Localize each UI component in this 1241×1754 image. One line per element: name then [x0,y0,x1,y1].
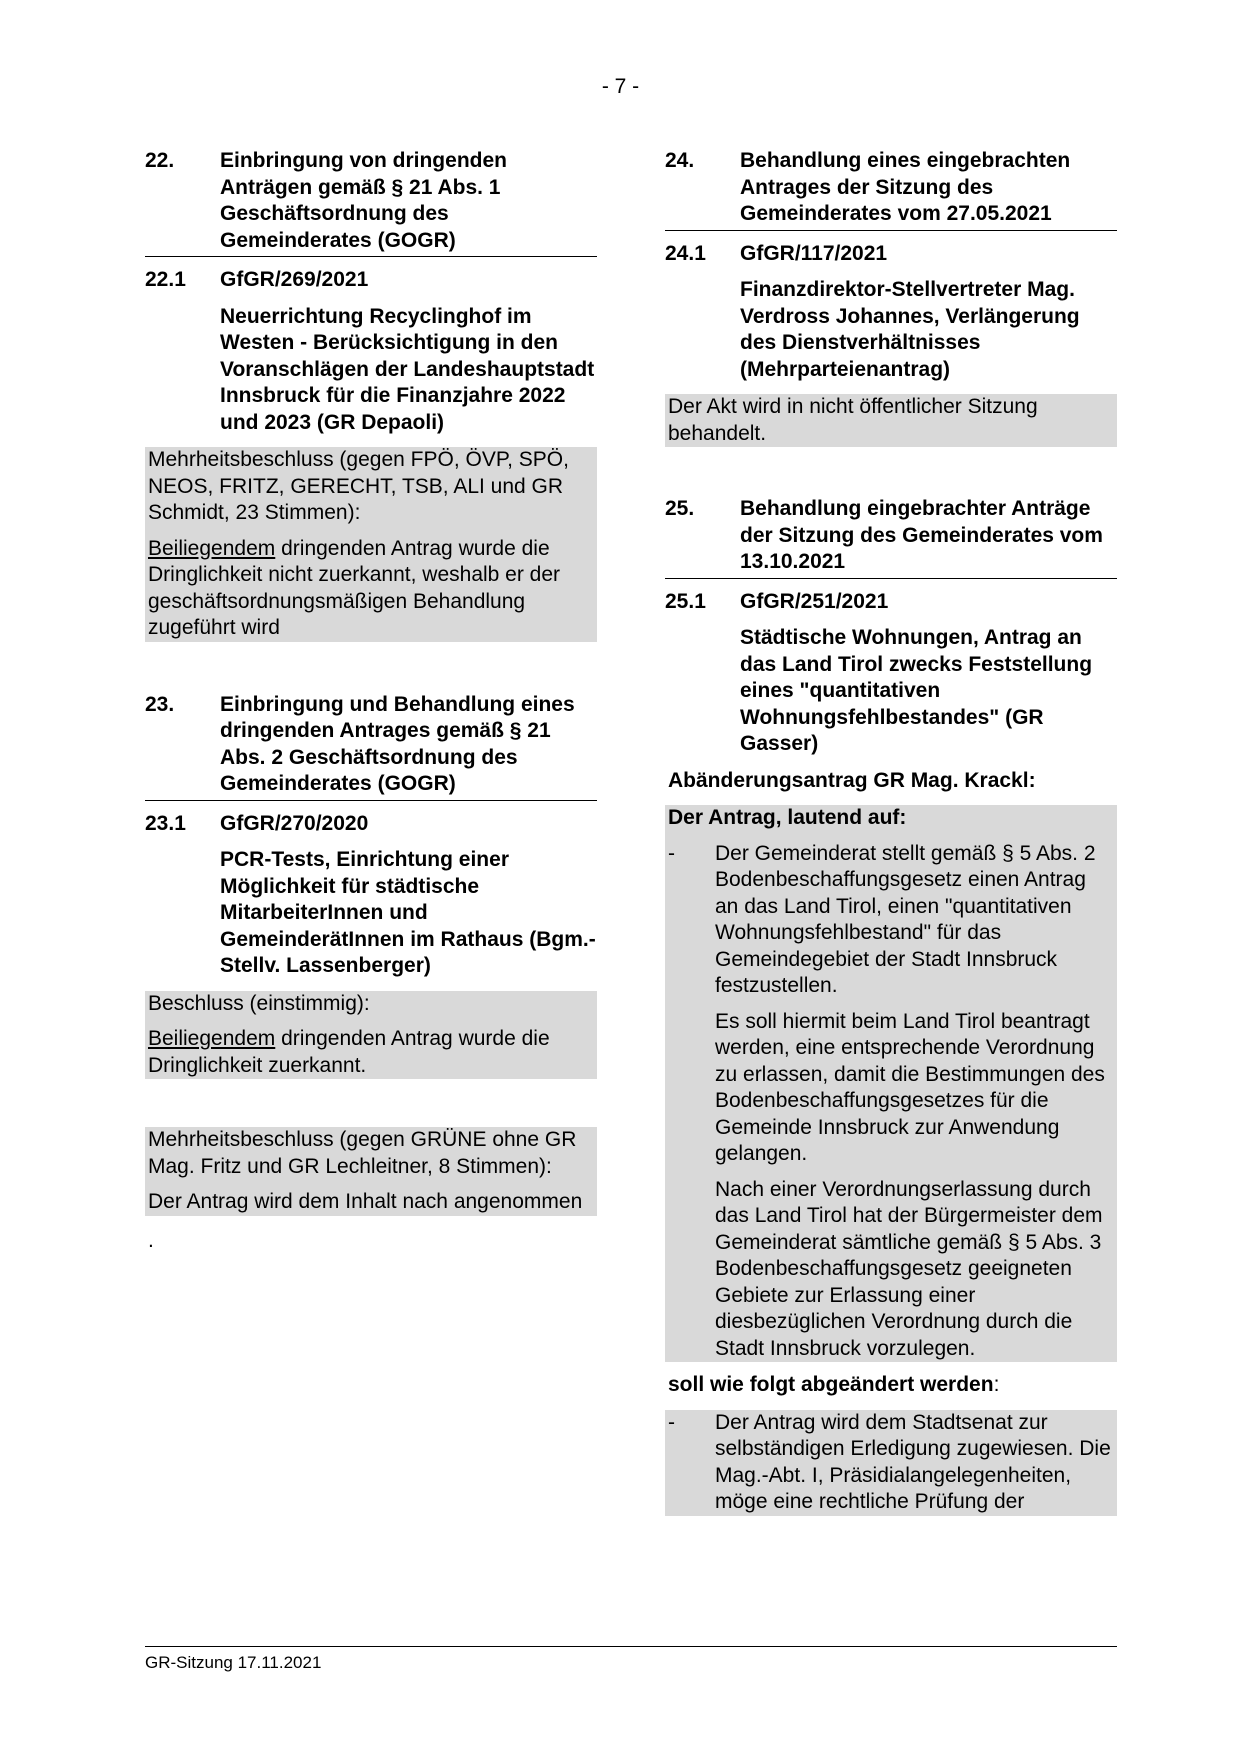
right-column [665,148,1117,1516]
resolution-text: Der Akt wird in nicht öffentlicher Sitzung behandelt. [668,395,1038,445]
subsection-ref: GfGR/269/2021 [220,268,369,291]
section-25-heading [665,496,1117,579]
subsection-title: PCR-Tests, Einrichtung einer Möglichkeit für städtische MitarbeiterInnen und GemeinderätInnen im Rathaus (Bgm.-Stellv. Lassenberger) [220,848,596,977]
resolution-box [145,991,597,1080]
resolution-box-2 [145,1127,597,1216]
subsection-title: Städtische Wohnungen, Antrag an das Land Tirol zwecks Feststellung eines "quantitativen Wohnungsfehlbestandes" (GR Gasser) [740,626,1093,755]
resolution-text: Mehrheitsbeschluss (gegen FPÖ, ÖVP, SPÖ, NEOS, FRITZ, GERECHT, TSB, ALI und GR Schmidt, 23 Stimmen): [148,448,569,524]
section-22-heading [145,148,597,257]
underlined-word: Beiliegendem [148,536,276,560]
left-column [145,148,597,1254]
box-heading: Der Antrag, lautend auf: [668,806,907,829]
underlined-word: Beiliegendem [148,1027,276,1050]
section-title: Einbringung von dringenden Anträgen gemäß § 21 Abs. 1 Geschäftsordnung des Gemeinderates (GOGR) [220,149,507,252]
bullet-paragraph: Es soll hiermit beim Land Tirol beantragt werden, eine entsprechende Verordnung zu erlassen, damit die Bestimmungen des Bodenbeschaffungsgesetzes für die Gemeinde Innsbruck zur Anwendung gelangen. [715,1009,1105,1165]
bullet-item [668,1410,1114,1516]
dash-marker: - [668,1410,675,1434]
resolution-text: Mehrheitsbeschluss (gegen GRÜNE ohne GR Mag. Fritz und GR Lechleitner, 8 Stimmen): [148,1128,577,1178]
subsection-23-1 [145,811,597,838]
bullet-paragraph: Nach einer Verordnungserlassung durch das Land Tirol hat der Bürgermeister dem Gemeinderat sämtliche gemäß § 5 Abs. 3 Bodenbeschaffungsgesetz geeigneten Gebiete zur Erlassung einer diesbezüglichen Verordnung durch die Stadt Innsbruck vorzulegen. [715,1177,1103,1360]
page-footer: GR-Sitzung 17.11.2021 [145,1646,1117,1674]
subsection-24-1 [665,241,1117,268]
bullet-content [715,1410,1114,1516]
resolution-detail: Der Antrag wird dem Inhalt nach angenommen [148,1190,583,1213]
amendment-statement [665,1372,1117,1399]
amendment-box-2 [665,1410,1117,1516]
resolution-detail [148,536,594,642]
amendment-box [665,805,1117,1362]
subsection-number: 23.1 [145,811,186,835]
section-title: Behandlung eingebrachter Anträge der Sitzung des Gemeinderates vom 13.10.2021 [740,497,1103,573]
resolution-box [665,394,1117,447]
section-title: Behandlung eines eingebrachten Antrages der Sitzung des Gemeinderates vom 27.05.2021 [740,149,1071,225]
resolution-box [145,447,597,642]
subsection-ref: GfGR/270/2020 [220,811,369,835]
section-23-heading [145,692,597,801]
section-number: 22. [145,149,175,172]
bullet-content [715,841,1114,1363]
section-number: 25. [665,497,695,520]
subsection-number: 24.1 [665,241,706,265]
subsection-25-1 [665,589,1117,616]
dash-marker: - [668,841,675,865]
bullet-item [668,841,1114,1363]
resolution-detail-text: dringenden Antrag wurde die Dringlichkeit nicht zuerkannt, weshalb er der geschäftsordnungsmäßigen Behandlung zugeführt wird [148,536,561,639]
subsection-title: Neuerrichtung Recyclinghof im Westen - Berücksichtigung in den Voranschlägen der Landeshauptstadt Innsbruck für die Finanzjahre 2022 und 2023 (GR Depaoli) [220,304,595,434]
resolution-text: Beschluss (einstimmig): [148,991,370,1015]
resolution-detail-text: dringenden Antrag wurde die Dringlichkeit zuerkannt. [148,1027,550,1077]
subsection-ref: GfGR/117/2021 [740,241,888,265]
bullet-paragraph: Der Antrag wird dem Stadtsenat zur selbständigen Erledigung zugewiesen. Die Mag.-Abt. I, Präsidialangelegenheiten, möge eine rechtliche Prüfung der [715,1410,1111,1513]
section-number: 24. [665,149,695,172]
section-number: 23. [145,692,175,716]
subsection-title: Finanzdirektor-Stellvertreter Mag. Verdross Johannes, Verlängerung des Dienstverhältnisses (Mehrparteienantrag) [740,278,1080,381]
subsection-22-1 [145,267,597,294]
subsection-ref: GfGR/251/2021 [740,589,889,613]
subsection-number: 22.1 [145,268,186,291]
resolution-detail [148,1026,594,1079]
subsection-number: 25.1 [665,589,706,613]
section-title: Einbringung und Behandlung eines dringenden Antrages gemäß § 21 Abs. 2 Geschäftsordnung des Gemeinderates (GOGR) [220,692,575,795]
amendment-heading: Abänderungsantrag GR Mag. Krackl: [668,768,1036,792]
trailing-dot: . [148,1228,154,1252]
bullet-paragraph: Der Gemeinderat stellt gemäß § 5 Abs. 2 Bodenbeschaffungsgesetz einen Antrag an das Land Tirol, einen "quantitativen Wohnungsfehlbestand" für das Gemeindegebiet der Stadt Innsbruck festzustellen. [715,841,1096,997]
amendment-bold: soll wie folgt abgeändert werden [668,1373,994,1396]
page-number: - 7 - [601,75,640,98]
section-24-heading [665,148,1117,231]
amendment-colon: : [993,1373,1000,1396]
